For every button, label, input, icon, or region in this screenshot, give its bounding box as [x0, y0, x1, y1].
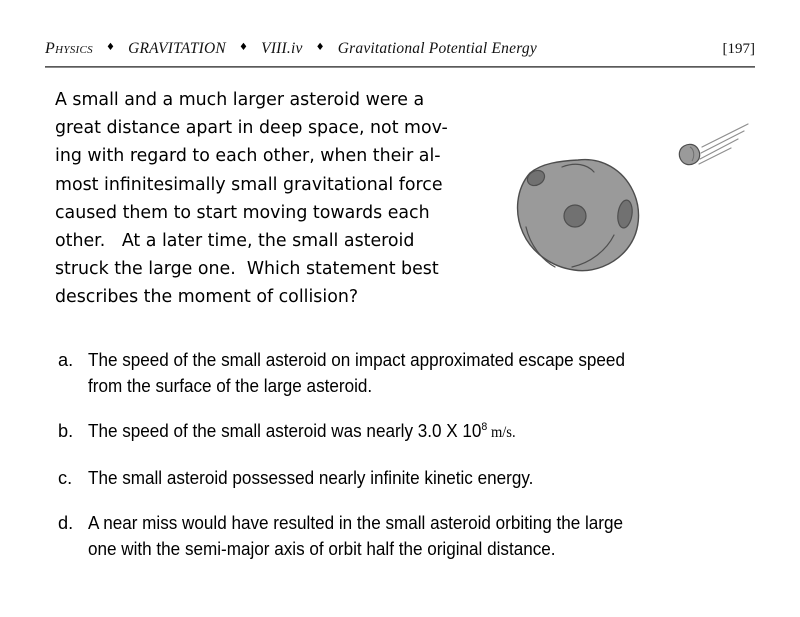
- diamond-separator-icon: ♦: [238, 42, 249, 53]
- page-number: [197]: [722, 41, 755, 57]
- choice-line: The speed of the small asteroid on impact approximated escape speed: [88, 350, 625, 370]
- choice-letter-c: c.: [58, 467, 73, 488]
- answer-choice-c[interactable]: [58, 466, 778, 492]
- answer-choices-list: [58, 348, 778, 582]
- header-section: VIII.iv: [261, 40, 303, 57]
- choice-letter-a: a.: [58, 350, 74, 370]
- answer-choice-a[interactable]: [58, 348, 778, 399]
- choice-units: m/s.: [487, 424, 516, 441]
- choice-text-d: [88, 511, 735, 562]
- choice-letter-b: b.: [58, 421, 74, 441]
- question-line: A small and a much larger asteroid were a: [55, 90, 425, 110]
- motion-trail-icon: [699, 124, 748, 164]
- header-title: Gravitational Potential Energy: [337, 40, 537, 57]
- choice-text-c: [88, 466, 735, 492]
- breadcrumb-group: [45, 40, 537, 58]
- question-text: [55, 86, 469, 312]
- breadcrumb: [45, 40, 755, 58]
- question-line: caused them to start moving towards each: [55, 202, 430, 223]
- choice-text-b: [88, 419, 735, 446]
- asteroid-collision-illustration: [490, 115, 780, 305]
- choice-line: The speed of the small asteroid was nearly 3.0 X 10: [88, 421, 482, 441]
- choice-line: from the surface of the large asteroid.: [88, 375, 373, 396]
- diamond-separator-icon: ♦: [315, 42, 325, 53]
- small-asteroid-icon: [679, 144, 699, 164]
- header-divider: [45, 66, 755, 68]
- choice-line: The small asteroid possessed nearly infinite kinetic energy.: [88, 467, 534, 488]
- question-line: other. At a later time, the small asteroid: [55, 231, 415, 252]
- question-line: describes the moment of collision?: [55, 287, 359, 308]
- crater-center-icon: [564, 205, 586, 227]
- header-subject: Physics: [45, 40, 93, 57]
- choice-text-a: [88, 348, 735, 399]
- choice-exponent: 8: [481, 420, 488, 433]
- question-line: most infinitesimally small gravitational force: [55, 174, 443, 195]
- choice-letter-d: d.: [58, 513, 74, 533]
- question-line: ing with regard to each other, when their al-: [55, 146, 441, 167]
- answer-choice-d[interactable]: [58, 511, 778, 562]
- asteroid-figure-svg: [490, 115, 780, 305]
- header-topic: GRAVITATION: [128, 40, 226, 57]
- large-asteroid-icon: [518, 160, 639, 271]
- choice-line: one with the semi-major axis of orbit half the original distance.: [88, 538, 556, 559]
- answer-choice-b[interactable]: [58, 419, 778, 446]
- diamond-separator-icon: ♦: [105, 42, 116, 53]
- page-header: [45, 40, 755, 68]
- question-line: great distance apart in deep space, not mov-: [55, 118, 448, 139]
- choice-line: A near miss would have resulted in the small asteroid orbiting the large: [88, 513, 624, 533]
- question-line: struck the large one. Which statement best: [55, 259, 439, 280]
